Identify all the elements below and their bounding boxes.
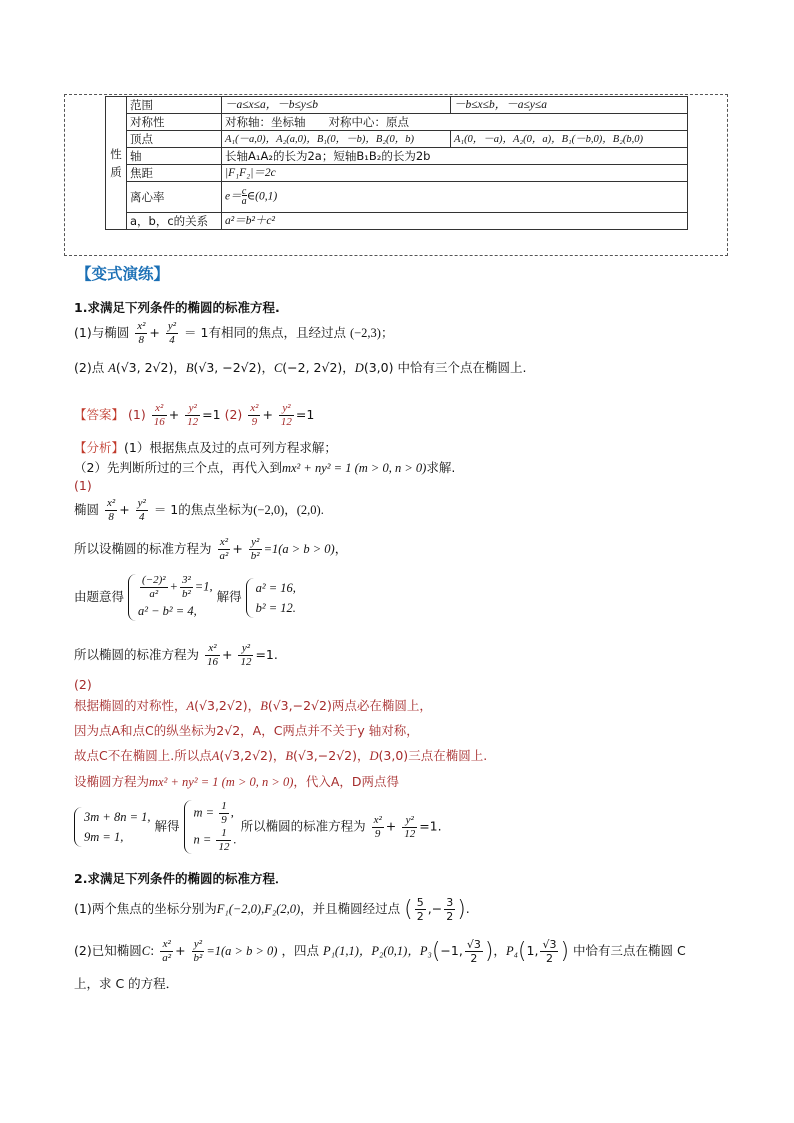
answer-line: 【答案】 (1) $\frac{\text{x²}}{16}$ + $\frac{\text{y²}}{12}$ =1 (2) $\frac{\text{x²}}{9}$ + $\frac{\text{y²}}{12}$ =1 <box>74 402 315 428</box>
row-name: 轴 <box>127 148 222 165</box>
row-value: 长轴A₁A₂的长为2a；短轴B₁B₂的长为2b <box>222 148 688 165</box>
solution-1-line-3: 由题意得 $\frac{\text{(−2)²}}{\text{a²}}$ + $\frac{\text{3²}}{\text{b²}}$ =1, a² − b² = 4, 解得 a² = 16, b² = 12. <box>74 574 296 621</box>
question-2-title: 2.求满足下列条件的椭圆的标准方程． <box>74 871 288 886</box>
row-name: 焦距 <box>127 165 222 182</box>
row-value: a²＝b²＋c² <box>222 213 688 230</box>
row-name: 离心率 <box>127 182 222 213</box>
solution-1-line-4: 所以椭圆的标准方程为 $\frac{\text{x²}}{16}$ + $\frac{\text{y²}}{12}$ =1. <box>74 642 278 668</box>
question-2-part2-cont: 上，求 C 的方程． <box>74 976 179 991</box>
solution-2-line-3: 故点C不在椭圆上.所以点A(√3,2√2)，B(√3,−2√2)，D(3,0)三点在椭圆上. <box>74 748 488 763</box>
solution-1-line-2: 所以设椭圆的标准方程为 $\frac{\text{x²}}{\text{a²}}$ + $\frac{\text{y²}}{\text{b²}}$ =1(a > b > 0)， <box>74 536 348 562</box>
solution-2-line-4: 设椭圆方程为mx² + ny² = 1 (m > 0, n > 0)，代入A，D两点得 <box>74 774 400 789</box>
row-name: a，b，c的关系 <box>127 213 222 230</box>
solution-2-tag: (2) <box>74 677 92 692</box>
row-value: $e=\frac{c}{a}\in(0,1)$ <box>222 182 688 213</box>
row-name: 范围 <box>127 97 222 114</box>
row-name: 顶点 <box>127 131 222 148</box>
row-name: 对称性 <box>127 114 222 131</box>
question-1-part2: (2)点 A(√3, 2√2)，B(√3, −2√2)，C(−2, 2√2)，D(3,0) 中恰有三个点在椭圆上. <box>74 360 527 375</box>
solution-2-line-1: 根据椭圆的对称性，A(√3,2√2)，B(√3,−2√2)两点必在椭圆上， <box>74 698 432 713</box>
row-value: 对称轴：坐标轴 对称中心：原点 <box>222 114 688 131</box>
row-value-2: A₁(0，－a)，A₂(0，a)，B₁(－b,0)，B₂(b,0) <box>451 131 688 148</box>
question-2-part2: (2)已知椭圆C: $\frac{\text{x²}}{\text{a²}}$ + $\frac{\text{y²}}{\text{b²}}$ =1(a > b > 0) ，四点 P₁(1,1)，P₂(0,1)，P₃(−1, $\frac{√3}{2}$ )，P₄(1, $\frac{√3}{2}$ ) 中恰有三点在椭圆 C <box>74 938 686 965</box>
question-1-title: 1.求满足下列条件的椭圆的标准方程. <box>74 300 280 315</box>
side-label: 性 质 <box>106 97 127 230</box>
properties-table <box>105 96 688 230</box>
row-value: A₁(－a,0)，A₂(a,0)，B₁(0，－b)，B₂(0，b) <box>222 131 451 148</box>
analysis-line-2: （2）先判断所过的三个点，再代入到mx² + ny² = 1 (m > 0, n > 0)求解. <box>74 460 456 475</box>
solution-2-line-5: 3m + 8n = 1, 9m = 1, 解得 m = $\frac{1}{9}$ , n = $\frac{1}{12}$ . 所以椭圆的标准方程为 $\frac{\text{x²}}{9}$ + $\frac{\text{y²}}{12}$ =1. <box>74 800 442 854</box>
row-value: －a≤x≤a，－b≤y≤b <box>222 97 451 114</box>
solution-1-tag: (1) <box>74 478 92 493</box>
row-value-2: －b≤x≤b，－a≤y≤a <box>451 97 688 114</box>
question-1-part1: (1)与椭圆 $\frac{\text{x²}}{8}$ + $\frac{\text{y²}}{4}$ ＝ 1有相同的焦点，且经过点 (−2,3)； <box>74 320 394 346</box>
question-2-part1: (1)两个焦点的坐标分别为F₁(−2,0),F₂(2,0)，并且椭圆经过点 ( $\frac{5}{2}$ ,− $\frac{3}{2}$ ). <box>74 896 470 923</box>
section-title: 【变式演练】 <box>76 265 170 283</box>
solution-2-line-2: 因为点A和点C的纵坐标为2√2，A，C两点并不关于y 轴对称， <box>74 723 419 738</box>
row-value: |F₁F₂|＝2c <box>222 165 688 182</box>
solution-1-line-1: 椭圆 $\frac{\text{x²}}{8}$ + $\frac{\text{y²}}{4}$ ＝ 1的焦点坐标为(−2,0)，(2,0). <box>74 497 324 523</box>
analysis-line-1: 【分析】(1）根据焦点及过的点可列方程求解； <box>74 440 337 455</box>
